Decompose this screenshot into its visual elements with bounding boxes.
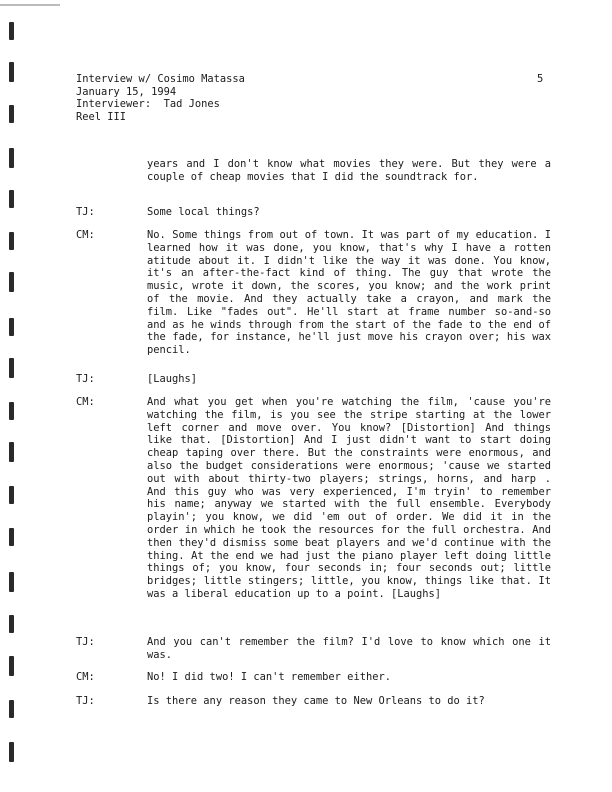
turn-text: [Laughs] bbox=[147, 373, 198, 385]
header-reel: Reel III bbox=[76, 110, 127, 123]
punch-hole-mark bbox=[9, 272, 14, 292]
punch-hole-mark bbox=[9, 700, 14, 718]
transcript-turn bbox=[76, 671, 551, 684]
speaker-label: TJ: bbox=[76, 206, 95, 218]
punch-hole-mark bbox=[9, 442, 14, 462]
speaker-label: TJ: bbox=[76, 636, 95, 648]
header-title: Interview w/ Cosimo Matassa bbox=[76, 73, 245, 85]
turn-text: And you can't remember the film? I'd love to know which one it was. bbox=[147, 636, 551, 661]
punch-hole-mark bbox=[9, 190, 14, 208]
transcript-turn bbox=[76, 229, 551, 357]
punch-hole-mark bbox=[9, 318, 14, 336]
transcript-turn bbox=[76, 396, 551, 601]
speaker-label: TJ: bbox=[76, 695, 95, 707]
turn-text: Some local things? bbox=[147, 206, 260, 218]
transcript-turn bbox=[76, 636, 551, 662]
transcript-turn bbox=[76, 373, 551, 386]
punch-hole-mark bbox=[9, 742, 14, 762]
punch-hole-mark bbox=[9, 358, 14, 378]
punch-hole-mark bbox=[9, 486, 14, 504]
punch-hole-mark bbox=[9, 105, 14, 123]
punch-hole-mark bbox=[9, 22, 14, 40]
turn-text: No! I did two! I can't remember either. bbox=[147, 671, 391, 683]
punch-hole-mark bbox=[9, 615, 14, 633]
turn-text: No. Some things from out of town. It was part of my education. I learned how it was done, you know, that's why I have a rotten atitude about it. I didn't like the way it was done. You know, it's an after-the-fact kind of thing. The guy that wrote the music, wrote it down, the scores, you know; and the work print of the movie. And they actually take a crayon, and mark the film. Like "fades out". He'll start at frame number so-and-so and as he winds through from the start of the fade to the end of the fade, for instance, he'll just move his crayon over; his wax pencil. bbox=[147, 229, 551, 357]
punch-hole-mark bbox=[9, 148, 14, 168]
punch-hole-mark bbox=[9, 402, 14, 420]
punch-hole-mark bbox=[9, 232, 14, 250]
header-interviewer: Interviewer: Tad Jones bbox=[76, 98, 220, 111]
punch-hole-mark bbox=[9, 572, 14, 592]
page-number: 5 bbox=[537, 73, 544, 85]
turn-text: Is there any reason they came to New Orleans to do it? bbox=[147, 695, 485, 707]
document-header bbox=[76, 73, 245, 123]
transcript-turn bbox=[76, 158, 551, 184]
turn-text: And what you get when you're watching the film, 'cause you're watching the film, is you see the stripe starting at the lower left corner and move over. You know? [Distortion] And things like that. [Distortion] And I just didn't want to start doing cheap taping over there. But the constraints were enormous, and also the budget considerations were enormous; 'cause we started out with about thirty-two players; strings, horns, and harp . And this guy who was very experienced, I'm tryin' to remember his name; anyway we started with the full ensemble. Everybody playin'; you know, we did 'em out of order. We did it in the order in which he took the resources for the full orchestra. And then they'd dismiss some beat players and we'd continue with the thing. At the end we had just the piano player left doing little things of; you know, four seconds in; four seconds out; little bridges; little stingers; little, you know, things like that. It was a liberal education up to a point. [Laughs] bbox=[147, 396, 551, 600]
speaker-label: CM: bbox=[76, 671, 95, 683]
speaker-label: CM: bbox=[76, 229, 95, 241]
speaker-label: TJ: bbox=[76, 373, 95, 385]
punch-hole-mark bbox=[9, 528, 14, 546]
header-date: January 15, 1994 bbox=[76, 85, 177, 98]
transcript-turn bbox=[76, 206, 551, 219]
transcript-turn bbox=[76, 695, 551, 708]
scan-smudge bbox=[0, 4, 60, 6]
punch-hole-mark bbox=[9, 62, 14, 82]
speaker-label: CM: bbox=[76, 396, 95, 408]
punch-hole-mark bbox=[9, 656, 14, 676]
turn-text: years and I don't know what movies they were. But they were a couple of cheap movies that I did the soundtrack for. bbox=[147, 158, 551, 183]
